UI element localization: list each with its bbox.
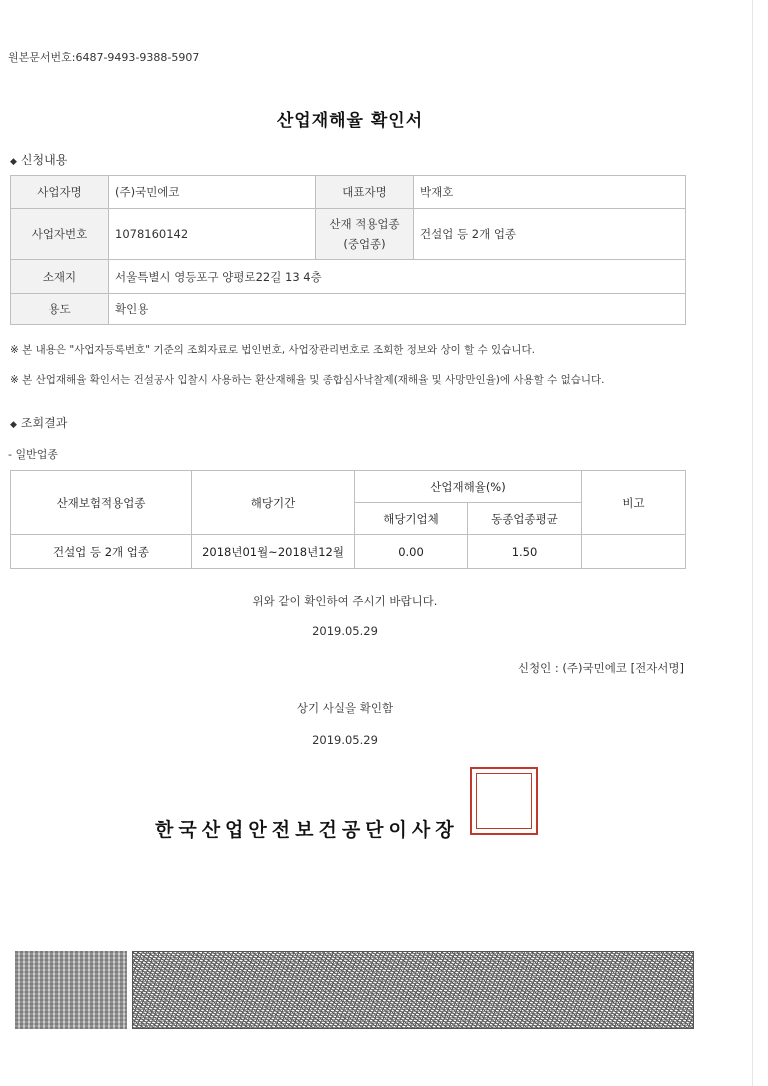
document-number: 원본문서번호:6487-9493-9388-5907	[8, 51, 200, 64]
purpose-value: 확인용	[109, 294, 686, 325]
section-application-heading: ◆ 신청내용	[10, 153, 68, 167]
agency-name: 한국산업안전보건공단이사장	[155, 819, 459, 841]
business-number-value: 1078160142	[109, 209, 316, 260]
applicant-signature: 신청인 : (주)국민에코 [전자서명]	[517, 661, 684, 675]
address-value: 서울특별시 영등포구 양평로22길 13 4층	[109, 260, 686, 294]
section-results-heading: ◆ 조회결과	[10, 416, 68, 430]
page-edge	[752, 0, 753, 1086]
2d-barcode-icon	[132, 951, 694, 1029]
company-name-value: (주)국민에코	[109, 176, 316, 209]
confirm-statement: 상기 사실을 확인함	[296, 701, 394, 715]
application-table	[10, 175, 686, 325]
purpose-label: 용도	[11, 294, 109, 325]
company-name-label: 사업자명	[11, 176, 109, 209]
confirm-date: 2019.05.29	[312, 733, 378, 747]
diamond-bullet-icon: ◆	[10, 157, 17, 167]
watermark-logo-icon	[15, 951, 127, 1029]
header-industry: 산재보험적용업종	[11, 471, 192, 535]
header-period: 해당기간	[192, 471, 355, 535]
header-company-rate: 해당기업체	[355, 503, 468, 535]
header-average-rate: 동종업종평균	[468, 503, 582, 535]
general-industry-subtitle: - 일반업종	[8, 448, 58, 461]
row-company-rate: 0.00	[355, 535, 468, 569]
representative-label: 대표자명	[316, 176, 414, 209]
note-2: ※ 본 산업재해율 확인서는 건설공사 입찰시 사용하는 환산재해율 및 종합심사낙찰제(재해율 및 사망만인율)에 사용할 수 없습니다.	[10, 374, 605, 386]
representative-value: 박재호	[414, 176, 686, 209]
note-1: ※ 본 내용은 "사업자등록번호" 기준의 조회자료로 법인번호, 사업장관리번호로 조회한 정보와 상이 할 수 있습니다.	[10, 344, 535, 356]
industry-value: 건설업 등 2개 업종	[414, 209, 686, 260]
header-remarks: 비고	[582, 471, 686, 535]
business-number-label: 사업자번호	[11, 209, 109, 260]
row-industry: 건설업 등 2개 업종	[11, 535, 192, 569]
request-date: 2019.05.29	[312, 624, 378, 638]
confirm-request-text: 위와 같이 확인하여 주시기 바랍니다.	[252, 594, 438, 608]
header-rate: 산업재해율(%)	[355, 471, 582, 503]
diamond-bullet-icon: ◆	[10, 420, 17, 430]
table-row	[11, 535, 686, 569]
industry-label: 산재 적용업종 (중업종)	[316, 209, 414, 260]
row-period: 2018년01월~2018년12월	[192, 535, 355, 569]
address-label: 소재지	[11, 260, 109, 294]
document-title: 산업재해율 확인서	[276, 111, 424, 131]
official-seal-icon	[470, 767, 538, 835]
results-table	[10, 470, 686, 569]
row-remarks	[582, 535, 686, 569]
row-average-rate: 1.50	[468, 535, 582, 569]
